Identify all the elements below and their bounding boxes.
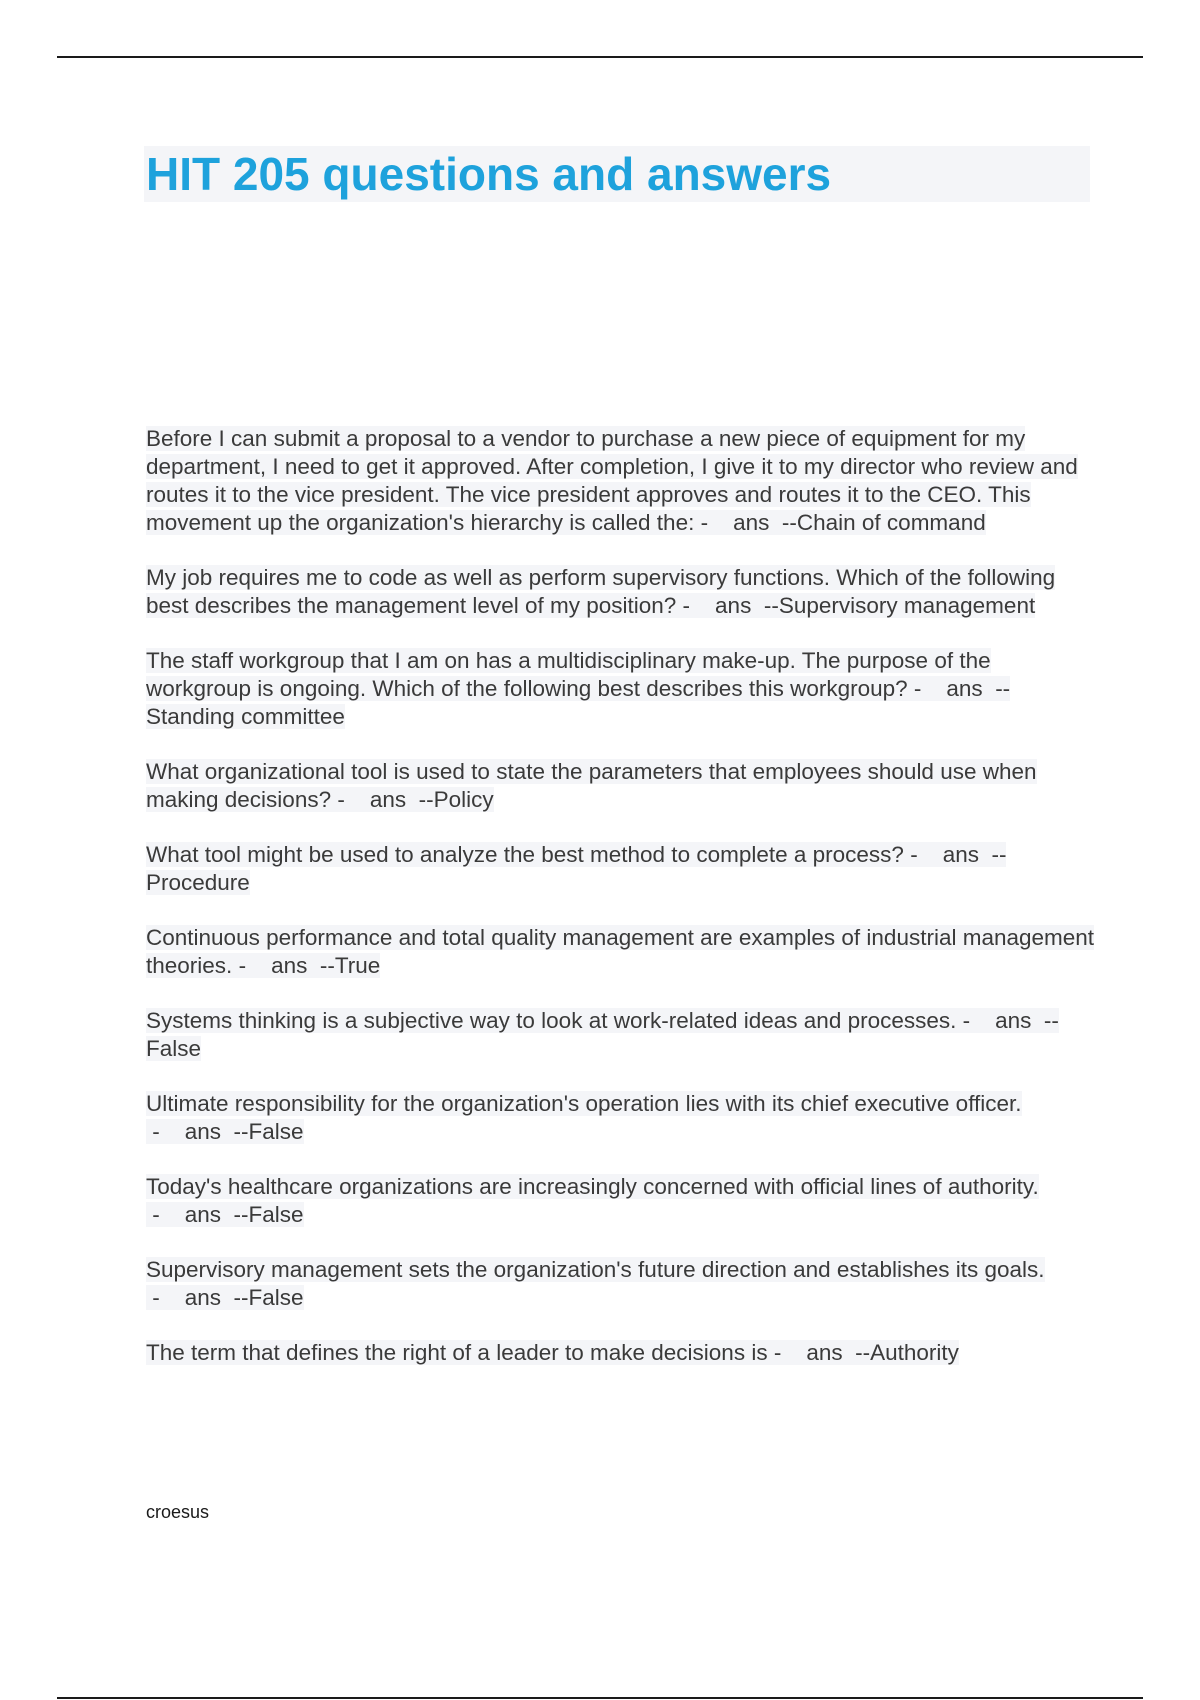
answer-text: Procedure: [146, 870, 250, 895]
qa-list: [146, 425, 1096, 1394]
question-text: Continuous performance and total quality management are examples of industrial management theories.: [146, 925, 1095, 978]
qa-item-7: Systems thinking is a subjective way to look at work-related ideas and processes. - ans --False: [146, 1008, 1059, 1061]
answer-marker: ans: [806, 1340, 843, 1365]
answer-marker: ans: [942, 842, 979, 867]
question-text: Supervisory management sets the organization's future direction and establishes its goals.: [146, 1257, 1045, 1282]
answer-text: Authority: [870, 1340, 959, 1365]
answer-text: Chain of command: [796, 510, 986, 535]
qa-item-8: Ultimate responsibility for the organization's operation lies with its chief executive officer. - ans --False: [146, 1091, 1022, 1144]
answer-marker: ans: [369, 787, 407, 812]
answer-marker: ans: [271, 953, 308, 978]
qa-item-1: Before I can submit a proposal to a vendor to purchase a new piece of equipment for my department, I need to get it approved. After completion, I give it to my director who review and routes it to the vice president. The vice president approves and routes it to the CEO. This movement up the organization's hierarchy is called the: - ans --Chain of command: [146, 426, 1078, 535]
answer-marker: ans: [995, 1008, 1032, 1033]
footer-text: croesus: [146, 1502, 210, 1522]
bottom-rule: [57, 1697, 1143, 1699]
answer-text: False: [248, 1202, 304, 1227]
question-text: The staff workgroup that I am on has a multidisciplinary make-up. The purpose of the workgroup is ongoing. Which of the following best describes this workgroup?: [146, 648, 991, 701]
document-title: HIT 205 questions and answers: [146, 148, 832, 200]
qa-item-3: The staff workgroup that I am on has a multidisciplinary make-up. The purpose of the workgroup is ongoing. Which of the following best describes this workgroup? - ans --Standing committee: [146, 648, 1011, 729]
qa-item-5: What tool might be used to analyze the best method to complete a process? - ans --Procedure: [146, 842, 1007, 895]
qa-item-11: The term that defines the right of a leader to make decisions is - ans --Authority: [146, 1340, 959, 1365]
answer-text: True: [334, 953, 381, 978]
answer-marker: ans: [733, 510, 770, 535]
question-text: Today's healthcare organizations are increasingly concerned with official lines of authority.: [146, 1174, 1039, 1199]
answer-marker: ans: [715, 593, 752, 618]
answer-text: False: [248, 1285, 304, 1310]
question-text: My job requires me to code as well as perform supervisory functions. Which of the following best describes the management level of my position?: [146, 565, 1056, 618]
qa-item-2: My job requires me to code as well as perform supervisory functions. Which of the following best describes the management level of my position? - ans --Supervisory management: [146, 565, 1056, 618]
qa-item-4: What organizational tool is used to state the parameters that employees should use when making decisions? - ans --Policy: [146, 759, 1037, 812]
question-text: Systems thinking is a subjective way to look at work-related ideas and processes.: [146, 1008, 957, 1033]
qa-item-10: Supervisory management sets the organization's future direction and establishes its goals. - ans --False: [146, 1257, 1045, 1310]
question-text: What tool might be used to analyze the best method to complete a process?: [146, 842, 904, 867]
answer-text: False: [248, 1119, 304, 1144]
answer-text: Supervisory management: [778, 593, 1036, 618]
question-text: What organizational tool is used to state the parameters that employees should use when making decisions?: [146, 759, 1037, 812]
question-text: The term that defines the right of a leader to make decisions is: [146, 1340, 768, 1365]
qa-item-6: Continuous performance and total quality management are examples of industrial management theories. - ans --True: [146, 925, 1095, 978]
top-rule: [57, 56, 1143, 58]
answer-text: False: [146, 1036, 202, 1061]
answer-marker: ans: [184, 1202, 222, 1227]
qa-item-9: Today's healthcare organizations are increasingly concerned with official lines of authority. - ans --False: [146, 1174, 1039, 1227]
answer-marker: ans: [184, 1285, 222, 1310]
answer-text: Policy: [433, 787, 494, 812]
question-text: Ultimate responsibility for the organization's operation lies with its chief executive officer.: [146, 1091, 1022, 1116]
question-text: Before I can submit a proposal to a vendor to purchase a new piece of equipment for my department, I need to get it approved. After completion, I give it to my director who review and routes it to the vice president. The vice president approves and routes it to the CEO. This movement up the organization's hierarchy is called the:: [146, 426, 1078, 535]
answer-marker: ans: [184, 1119, 222, 1144]
answer-text: Standing committee: [146, 704, 345, 729]
answer-marker: ans: [946, 676, 983, 701]
